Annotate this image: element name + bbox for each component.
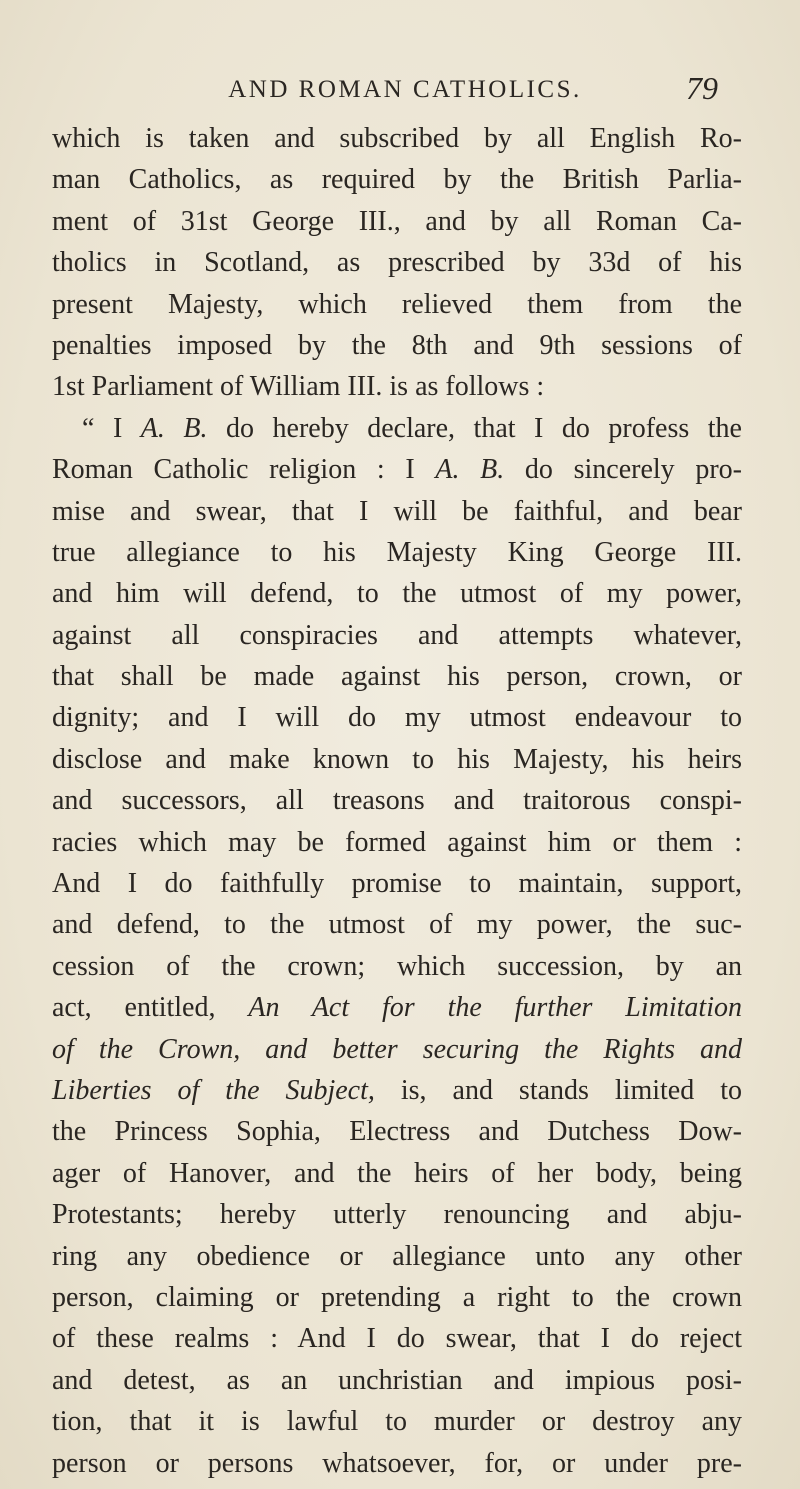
- italic-span: Liberties of the Subject,: [52, 1074, 375, 1106]
- text-line: and defend, to the utmost of my power, the suc-: [52, 909, 742, 941]
- text-line: man Catholics, as required by the British Parlia-: [52, 164, 742, 196]
- italic-span: of the Crown, and better securing the Rights and: [52, 1033, 742, 1065]
- text-line: person, claiming or pretending a right to the crown: [52, 1281, 742, 1313]
- text-line: [52, 1029, 742, 1070]
- page-number: 79: [686, 70, 718, 106]
- text-line: [52, 987, 742, 1028]
- text-line: [52, 449, 742, 490]
- text-line: 1st Parliament of William III. is as follows :: [52, 371, 545, 403]
- text-line: mise and swear, that I will be faithful, and bear: [52, 495, 742, 527]
- text-span: Roman Catholic religion : I: [52, 454, 436, 486]
- text-line: against all conspiracies and attempts whatever,: [52, 619, 742, 651]
- text-line: disclose and make known to his Majesty, his heirs: [52, 743, 742, 775]
- body-text: [52, 118, 742, 1484]
- text-span: act, entitled,: [52, 992, 249, 1024]
- text-line: Protestants; hereby utterly renouncing and abju-: [52, 1199, 742, 1231]
- running-head: AND ROMAN CATHOLICS.: [228, 76, 582, 103]
- text-line: and detest, as an unchristian and impious posi-: [52, 1364, 742, 1396]
- text-line: ment of 31st George III., and by all Roman Ca-: [52, 205, 742, 237]
- text-line: [52, 1070, 742, 1111]
- text-line: cession of the crown; which succession, by an: [52, 950, 742, 982]
- italic-span: A. B.: [140, 412, 208, 444]
- italic-span: An Act for the further Limitation: [248, 992, 742, 1024]
- text-line: dignity; and I will do my utmost endeavour to: [52, 702, 742, 734]
- text-line: [52, 408, 742, 449]
- text-line: And I do faithfully promise to maintain, support,: [52, 868, 742, 900]
- text-line: and successors, all treasons and traitorous conspi-: [52, 785, 742, 817]
- text-span: do hereby declare, that I do profess the: [207, 412, 742, 444]
- text-line: tholics in Scotland, as prescribed by 33d of his: [52, 247, 742, 279]
- text-line: ring any obedience or allegiance unto any other: [52, 1240, 742, 1272]
- text-line: and him will defend, to the utmost of my power,: [52, 578, 742, 610]
- text-span: is, and stands limited to: [374, 1074, 742, 1106]
- text-line: of these realms : And I do swear, that I do reject: [52, 1323, 742, 1355]
- text-line: tion, that it is lawful to murder or destroy any: [52, 1406, 742, 1438]
- text-line: racies which may be formed against him or them :: [52, 826, 742, 858]
- text-span: “ I: [82, 412, 141, 444]
- text-line: which is taken and subscribed by all English Ro-: [52, 123, 742, 154]
- text-line: true allegiance to his Majesty King George III.: [52, 536, 742, 568]
- text-line: ager of Hanover, and the heirs of her body, being: [52, 1157, 742, 1189]
- text-line: that shall be made against his person, crown, or: [52, 661, 742, 693]
- text-line: the Princess Sophia, Electress and Dutchess Dow-: [52, 1116, 742, 1148]
- text-line: penalties imposed by the 8th and 9th sessions of: [52, 329, 742, 361]
- text-span: do sincerely pro-: [504, 454, 742, 486]
- text-line: present Majesty, which relieved them from the: [52, 288, 742, 320]
- text-line: person or persons whatsoever, for, or under pre-: [52, 1447, 742, 1479]
- italic-span: A. B.: [435, 454, 505, 486]
